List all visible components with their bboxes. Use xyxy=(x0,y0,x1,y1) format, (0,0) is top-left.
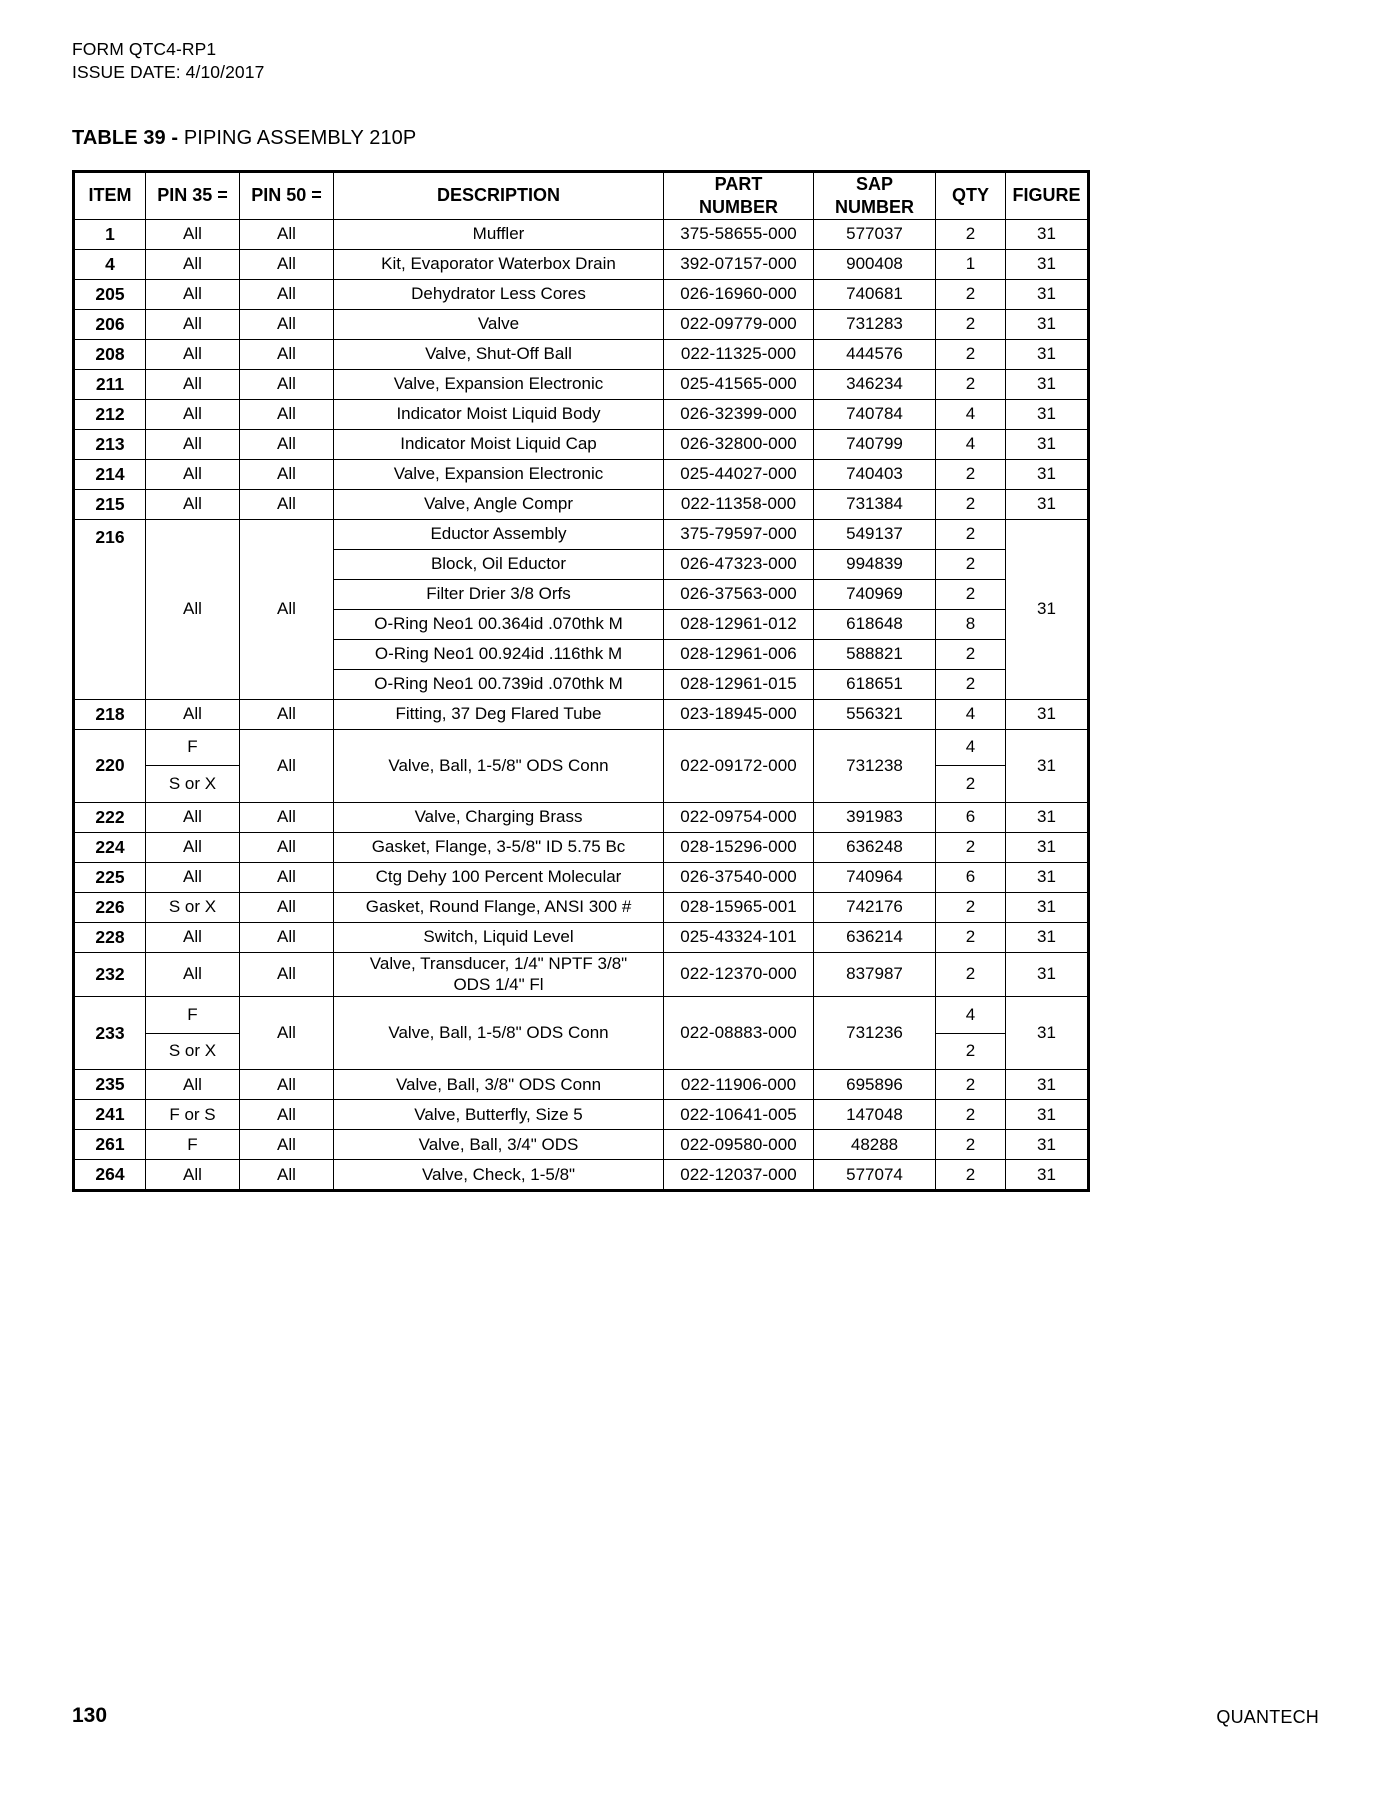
cell-pin50: All xyxy=(240,279,334,309)
cell-sap-number: 577037 xyxy=(814,219,936,249)
document-header xyxy=(72,38,1319,85)
cell-part-number: 022-08883-000 xyxy=(664,997,814,1070)
cell-pin35: All xyxy=(146,699,240,729)
cell-pin50: All xyxy=(240,892,334,922)
cell-description: Filter Drier 3/8 Orfs xyxy=(334,579,664,609)
cell-pin35: All xyxy=(146,952,240,997)
cell-qty: 2 xyxy=(936,1100,1006,1130)
cell-pin50: All xyxy=(240,952,334,997)
table-row xyxy=(74,279,1089,309)
cell-figure: 31 xyxy=(1006,279,1089,309)
cell-sap-number: 740681 xyxy=(814,279,936,309)
cell-figure: 31 xyxy=(1006,892,1089,922)
cell-part-number: 022-12037-000 xyxy=(664,1160,814,1191)
cell-part-number: 028-12961-015 xyxy=(664,669,814,699)
cell-qty: 2 xyxy=(936,549,1006,579)
cell-item: 211 xyxy=(74,369,146,399)
cell-sap-number: 742176 xyxy=(814,892,936,922)
cell-sap-number: 444576 xyxy=(814,339,936,369)
cell-pin50: All xyxy=(240,1130,334,1160)
cell-part-number: 023-18945-000 xyxy=(664,699,814,729)
cell-description: Valve, Butterfly, Size 5 xyxy=(334,1100,664,1130)
cell-pin50: All xyxy=(240,699,334,729)
table-row xyxy=(74,1070,1089,1100)
cell-qty: 2 xyxy=(936,832,1006,862)
cell-pin35-top: F xyxy=(146,730,239,767)
cell-description: Indicator Moist Liquid Body xyxy=(334,399,664,429)
cell-pin35: All xyxy=(146,489,240,519)
cell-sap-number: 994839 xyxy=(814,549,936,579)
cell-description: Ctg Dehy 100 Percent Molecular xyxy=(334,862,664,892)
cell-part-number: 026-32800-000 xyxy=(664,429,814,459)
cell-description: Gasket, Flange, 3-5/8" ID 5.75 Bc xyxy=(334,832,664,862)
cell-figure: 31 xyxy=(1006,997,1089,1070)
cell-item-continuation xyxy=(74,609,146,699)
table-row xyxy=(74,1100,1089,1130)
cell-pin50: All xyxy=(240,399,334,429)
cell-description: Eductor Assembly xyxy=(334,519,664,549)
table-row xyxy=(74,1160,1089,1191)
cell-part-number: 022-09580-000 xyxy=(664,1130,814,1160)
description-line2: ODS 1/4" Fl xyxy=(453,975,544,995)
cell-item: 208 xyxy=(74,339,146,369)
table-title-label: TABLE 39 - xyxy=(72,126,184,149)
cell-pin50: All xyxy=(240,1160,334,1191)
cell-description: Indicator Moist Liquid Cap xyxy=(334,429,664,459)
table-row xyxy=(74,802,1089,832)
cell-part-number: 028-15296-000 xyxy=(664,832,814,862)
column-header-sap-number xyxy=(814,171,936,219)
table-title xyxy=(72,127,1319,150)
cell-sap-number: 731236 xyxy=(814,997,936,1070)
cell-part-number: 022-11906-000 xyxy=(664,1070,814,1100)
cell-description: Fitting, 37 Deg Flared Tube xyxy=(334,699,664,729)
cell-item: 224 xyxy=(74,832,146,862)
cell-description: Valve, Angle Compr xyxy=(334,489,664,519)
cell-figure: 31 xyxy=(1006,369,1089,399)
cell-part-number: 022-09779-000 xyxy=(664,309,814,339)
cell-pin50: All xyxy=(240,1100,334,1130)
cell-figure: 31 xyxy=(1006,459,1089,489)
cell-item: 213 xyxy=(74,429,146,459)
cell-figure: 31 xyxy=(1006,922,1089,952)
cell-figure: 31 xyxy=(1006,309,1089,339)
cell-pin35: All xyxy=(146,862,240,892)
cell-sap-number: 618651 xyxy=(814,669,936,699)
cell-qty: 2 xyxy=(936,669,1006,699)
table-row xyxy=(74,699,1089,729)
cell-qty: 2 xyxy=(936,1160,1006,1191)
sap-number-line1: SAP xyxy=(855,173,893,194)
cell-qty: 4 xyxy=(936,429,1006,459)
cell-qty-split xyxy=(936,729,1006,802)
cell-sap-number: 618648 xyxy=(814,609,936,639)
cell-qty: 2 xyxy=(936,639,1006,669)
cell-sap-number: 740784 xyxy=(814,399,936,429)
cell-item: 215 xyxy=(74,489,146,519)
cell-pin35-split xyxy=(146,729,240,802)
table-row xyxy=(74,429,1089,459)
cell-pin35: All xyxy=(146,309,240,339)
cell-pin50: All xyxy=(240,459,334,489)
cell-part-number: 022-11325-000 xyxy=(664,339,814,369)
column-header-pin35: PIN 35 = xyxy=(146,171,240,219)
cell-qty: 8 xyxy=(936,609,1006,639)
table-row-232 xyxy=(74,952,1089,997)
cell-pin50: All xyxy=(240,922,334,952)
part-number-line1: PART xyxy=(714,173,763,194)
cell-pin35: All xyxy=(146,219,240,249)
cell-qty: 2 xyxy=(936,1070,1006,1100)
issue-date: ISSUE DATE: 4/10/2017 xyxy=(72,62,265,83)
cell-part-number: 028-12961-006 xyxy=(664,639,814,669)
table-title-name: PIPING ASSEMBLY 210P xyxy=(183,126,417,149)
cell-pin35: All xyxy=(146,922,240,952)
table-row xyxy=(74,922,1089,952)
cell-figure: 31 xyxy=(1006,339,1089,369)
cell-item: 241 xyxy=(74,1100,146,1130)
cell-sap-number: 837987 xyxy=(814,952,936,997)
cell-qty-split xyxy=(936,997,1006,1070)
table-row xyxy=(74,459,1089,489)
cell-figure: 31 xyxy=(1006,249,1089,279)
cell-sap-number: 48288 xyxy=(814,1130,936,1160)
table-row xyxy=(74,309,1089,339)
table-row-group-216 xyxy=(74,519,1089,549)
table-row xyxy=(74,399,1089,429)
cell-part-number: 026-37540-000 xyxy=(664,862,814,892)
cell-sap-number: 391983 xyxy=(814,802,936,832)
column-header-item: ITEM xyxy=(74,171,146,219)
table-row xyxy=(74,892,1089,922)
cell-description: Dehydrator Less Cores xyxy=(334,279,664,309)
cell-description: Valve, Ball, 3/4" ODS xyxy=(334,1130,664,1160)
cell-pin35: All xyxy=(146,802,240,832)
cell-part-number: 025-41565-000 xyxy=(664,369,814,399)
cell-item: 235 xyxy=(74,1070,146,1100)
cell-item: 206 xyxy=(74,309,146,339)
cell-description: Valve, Ball, 3/8" ODS Conn xyxy=(334,1070,664,1100)
column-header-qty: QTY xyxy=(936,171,1006,219)
cell-pin35: All xyxy=(146,1070,240,1100)
cell-part-number: 026-16960-000 xyxy=(664,279,814,309)
table-row xyxy=(74,249,1089,279)
cell-pin50: All xyxy=(240,219,334,249)
cell-description xyxy=(334,952,664,997)
cell-figure: 31 xyxy=(1006,729,1089,802)
cell-figure: 31 xyxy=(1006,862,1089,892)
cell-pin50: All xyxy=(240,249,334,279)
cell-qty: 2 xyxy=(936,489,1006,519)
cell-pin50: All xyxy=(240,429,334,459)
cell-qty: 2 xyxy=(936,459,1006,489)
description-line1: Valve, Transducer, 1/4" NPTF 3/8" xyxy=(369,953,628,973)
cell-item: 212 xyxy=(74,399,146,429)
cell-qty: 2 xyxy=(936,279,1006,309)
brand-name: QUANTECH xyxy=(1216,1707,1319,1727)
cell-description: Valve, Shut-Off Ball xyxy=(334,339,664,369)
cell-figure: 31 xyxy=(1006,429,1089,459)
table-header-row xyxy=(74,171,1089,219)
cell-qty: 4 xyxy=(936,399,1006,429)
page-footer xyxy=(72,1704,1319,1728)
cell-sap-number: 636248 xyxy=(814,832,936,862)
cell-figure: 31 xyxy=(1006,219,1089,249)
table-row-233 xyxy=(74,997,1089,1070)
cell-item: 261 xyxy=(74,1130,146,1160)
cell-part-number: 028-12961-012 xyxy=(664,609,814,639)
cell-qty-top: 4 xyxy=(936,997,1005,1034)
cell-qty: 2 xyxy=(936,922,1006,952)
cell-figure: 31 xyxy=(1006,832,1089,862)
cell-qty: 2 xyxy=(936,579,1006,609)
cell-pin35: All xyxy=(146,339,240,369)
cell-description: Muffler xyxy=(334,219,664,249)
table-row xyxy=(74,1130,1089,1160)
cell-qty: 2 xyxy=(936,892,1006,922)
cell-description: Switch, Liquid Level xyxy=(334,922,664,952)
cell-description: O-Ring Neo1 00.739id .070thk M xyxy=(334,669,664,699)
cell-item: 214 xyxy=(74,459,146,489)
cell-pin50: All xyxy=(240,997,334,1070)
cell-pin35: All xyxy=(146,429,240,459)
cell-item: 218 xyxy=(74,699,146,729)
cell-item: 225 xyxy=(74,862,146,892)
cell-pin35: All xyxy=(146,399,240,429)
cell-description: Valve, Ball, 1-5/8" ODS Conn xyxy=(334,997,664,1070)
cell-pin35-bottom: S or X xyxy=(168,1041,217,1061)
cell-pin50: All xyxy=(240,729,334,802)
form-number: FORM QTC4-RP1 xyxy=(72,39,217,59)
cell-part-number: 022-09754-000 xyxy=(664,802,814,832)
cell-pin35: All xyxy=(146,369,240,399)
cell-sap-number: 549137 xyxy=(814,519,936,549)
cell-part-number: 022-11358-000 xyxy=(664,489,814,519)
cell-sap-number: 900408 xyxy=(814,249,936,279)
cell-item: 205 xyxy=(74,279,146,309)
part-number-line2: NUMBER xyxy=(699,196,778,217)
cell-figure: 31 xyxy=(1006,952,1089,997)
column-header-description: DESCRIPTION xyxy=(334,171,664,219)
table-row-220 xyxy=(74,729,1089,802)
cell-qty: 2 xyxy=(936,1130,1006,1160)
table-row xyxy=(74,832,1089,862)
cell-part-number: 375-79597-000 xyxy=(664,519,814,549)
parts-table xyxy=(72,170,1090,1193)
cell-description: Valve, Check, 1-5/8" xyxy=(334,1160,664,1191)
cell-qty-top: 4 xyxy=(936,730,1005,767)
cell-pin35-top: F xyxy=(146,997,239,1034)
cell-sap-number: 740964 xyxy=(814,862,936,892)
cell-description: Gasket, Round Flange, ANSI 300 # xyxy=(334,892,664,922)
cell-pin50: All xyxy=(240,1070,334,1100)
cell-item: 226 xyxy=(74,892,146,922)
cell-sap-number: 147048 xyxy=(814,1100,936,1130)
cell-part-number: 026-47323-000 xyxy=(664,549,814,579)
cell-qty: 4 xyxy=(936,699,1006,729)
cell-sap-number: 740969 xyxy=(814,579,936,609)
cell-description: Block, Oil Eductor xyxy=(334,549,664,579)
table-row xyxy=(74,219,1089,249)
cell-pin35: All xyxy=(146,519,240,699)
table-row xyxy=(74,489,1089,519)
cell-part-number: 025-44027-000 xyxy=(664,459,814,489)
cell-item: 222 xyxy=(74,802,146,832)
cell-sap-number: 731283 xyxy=(814,309,936,339)
column-header-part-number xyxy=(664,171,814,219)
cell-part-number: 022-12370-000 xyxy=(664,952,814,997)
cell-part-number: 375-58655-000 xyxy=(664,219,814,249)
cell-qty: 2 xyxy=(936,369,1006,399)
cell-pin50: All xyxy=(240,802,334,832)
page-number: 130 xyxy=(72,1704,108,1727)
cell-description: Kit, Evaporator Waterbox Drain xyxy=(334,249,664,279)
cell-pin35: F xyxy=(146,1130,240,1160)
column-header-figure: FIGURE xyxy=(1006,171,1089,219)
cell-qty: 6 xyxy=(936,802,1006,832)
cell-pin35: All xyxy=(146,832,240,862)
cell-part-number: 022-09172-000 xyxy=(664,729,814,802)
cell-item: 232 xyxy=(74,952,146,997)
cell-sap-number: 577074 xyxy=(814,1160,936,1191)
cell-description: Valve, Charging Brass xyxy=(334,802,664,832)
cell-part-number: 026-32399-000 xyxy=(664,399,814,429)
cell-pin50: All xyxy=(240,489,334,519)
cell-item: 264 xyxy=(74,1160,146,1191)
cell-part-number: 026-37563-000 xyxy=(664,579,814,609)
cell-qty: 2 xyxy=(936,219,1006,249)
table-row xyxy=(74,862,1089,892)
cell-figure: 31 xyxy=(1006,399,1089,429)
cell-description: Valve xyxy=(334,309,664,339)
cell-item: 4 xyxy=(74,249,146,279)
cell-figure: 31 xyxy=(1006,489,1089,519)
cell-qty: 2 xyxy=(936,519,1006,549)
cell-pin50: All xyxy=(240,862,334,892)
column-header-pin50: PIN 50 = xyxy=(240,171,334,219)
cell-qty: 2 xyxy=(936,339,1006,369)
cell-item: 233 xyxy=(74,997,146,1070)
cell-qty: 6 xyxy=(936,862,1006,892)
cell-sap-number: 636214 xyxy=(814,922,936,952)
cell-description: Valve, Ball, 1-5/8" ODS Conn xyxy=(334,729,664,802)
cell-sap-number: 740403 xyxy=(814,459,936,489)
cell-sap-number: 695896 xyxy=(814,1070,936,1100)
cell-pin35: F or S xyxy=(146,1100,240,1130)
cell-item: 228 xyxy=(74,922,146,952)
cell-figure: 31 xyxy=(1006,802,1089,832)
cell-item: 220 xyxy=(74,729,146,802)
cell-qty: 2 xyxy=(936,309,1006,339)
cell-figure: 31 xyxy=(1006,1100,1089,1130)
cell-item: 1 xyxy=(74,219,146,249)
cell-pin50: All xyxy=(240,339,334,369)
cell-sap-number: 346234 xyxy=(814,369,936,399)
cell-description: Valve, Expansion Electronic xyxy=(334,459,664,489)
cell-sap-number: 740799 xyxy=(814,429,936,459)
cell-pin50: All xyxy=(240,832,334,862)
cell-description: O-Ring Neo1 00.364id .070thk M xyxy=(334,609,664,639)
sap-number-line2: NUMBER xyxy=(835,196,914,217)
cell-sap-number: 731384 xyxy=(814,489,936,519)
cell-part-number: 392-07157-000 xyxy=(664,249,814,279)
cell-figure: 31 xyxy=(1006,1070,1089,1100)
cell-pin35-bottom: S or X xyxy=(168,773,217,793)
cell-pin50: All xyxy=(240,369,334,399)
cell-figure: 31 xyxy=(1006,1160,1089,1191)
cell-part-number: 025-43324-101 xyxy=(664,922,814,952)
cell-qty-bottom: 2 xyxy=(965,773,976,793)
cell-figure: 31 xyxy=(1006,699,1089,729)
cell-pin50: All xyxy=(240,519,334,699)
cell-figure: 31 xyxy=(1006,519,1089,699)
cell-sap-number: 731238 xyxy=(814,729,936,802)
table-row xyxy=(74,339,1089,369)
cell-part-number: 022-10641-005 xyxy=(664,1100,814,1130)
cell-description: O-Ring Neo1 00.924id .116thk M xyxy=(334,639,664,669)
cell-pin35-split xyxy=(146,997,240,1070)
cell-pin50: All xyxy=(240,309,334,339)
cell-qty: 1 xyxy=(936,249,1006,279)
cell-pin35: All xyxy=(146,1160,240,1191)
cell-description: Valve, Expansion Electronic xyxy=(334,369,664,399)
cell-pin35: All xyxy=(146,459,240,489)
cell-item: 216 xyxy=(74,519,146,609)
table-row xyxy=(74,369,1089,399)
cell-pin35: All xyxy=(146,249,240,279)
cell-sap-number: 556321 xyxy=(814,699,936,729)
cell-pin35: All xyxy=(146,279,240,309)
cell-qty-bottom: 2 xyxy=(965,1041,976,1061)
cell-pin35: S or X xyxy=(146,892,240,922)
cell-figure: 31 xyxy=(1006,1130,1089,1160)
cell-sap-number: 588821 xyxy=(814,639,936,669)
cell-qty: 2 xyxy=(936,952,1006,997)
cell-part-number: 028-15965-001 xyxy=(664,892,814,922)
